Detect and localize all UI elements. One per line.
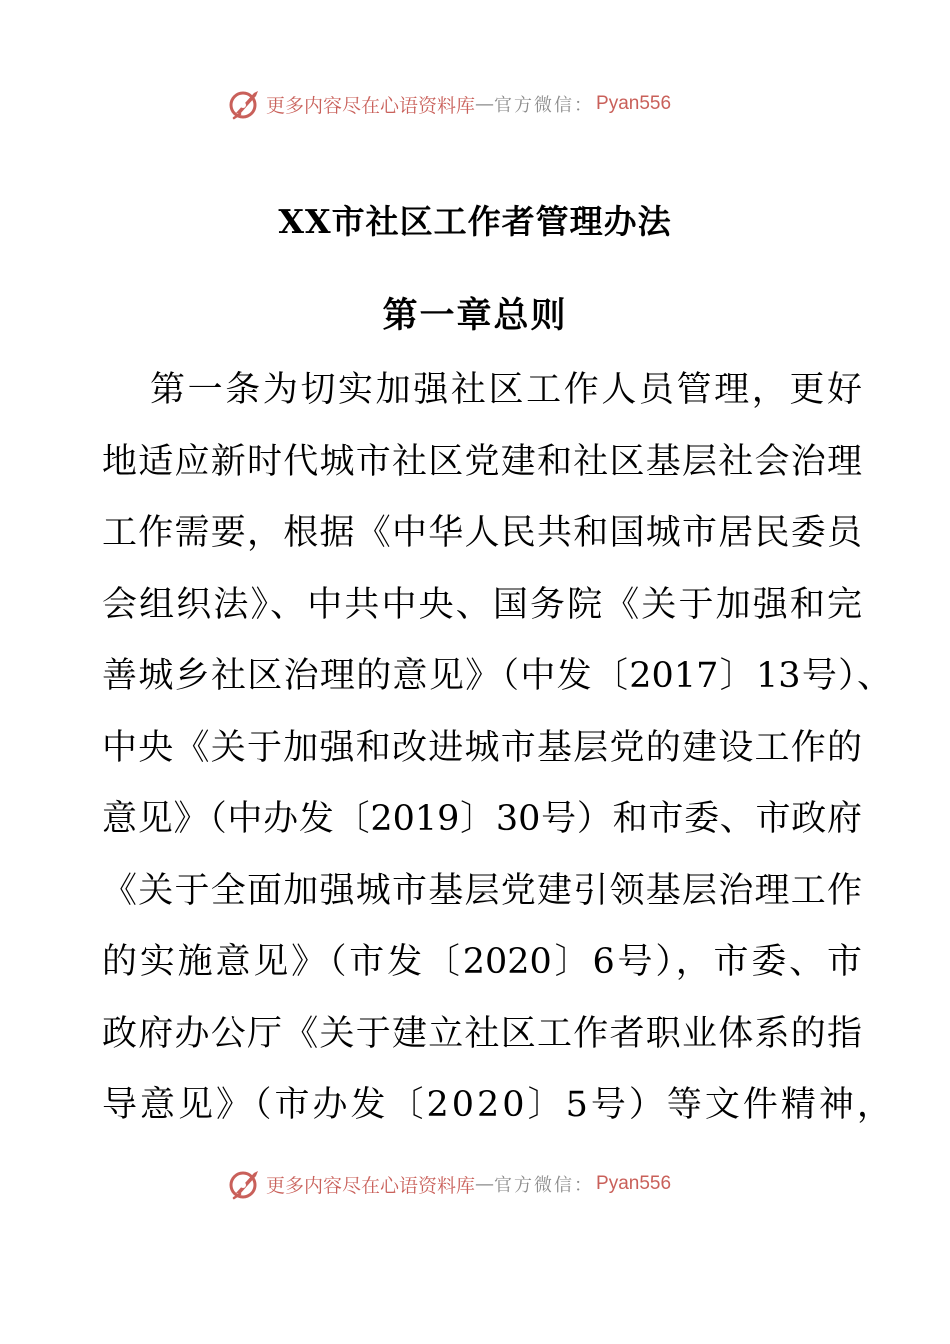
- watermark-wechat-label: 官方微信：: [494, 1175, 595, 1196]
- header-watermark: [228, 86, 671, 122]
- body-line: 工作需要，根据《中华人民共和国城市居民委员: [102, 513, 862, 553]
- body-line: 的实施意见》（市发〔2020〕6号），市委、市: [102, 942, 862, 982]
- watermark-separator: —: [475, 1173, 495, 1195]
- body-line: 《关于全面加强城市基层党建引领基层治理工作: [102, 871, 862, 911]
- footer-watermark: [228, 1166, 671, 1202]
- watermark-wechat-label: 官方微信：: [494, 95, 595, 116]
- body-line: 意见》（中办发〔2019〕30号）和市委、市政府: [102, 799, 862, 839]
- watermark-wechat-id: Pyan556: [596, 93, 672, 114]
- body-line: 第一条为切实加强社区工作人员管理，更好: [150, 370, 862, 410]
- watermark-separator: —: [475, 93, 495, 115]
- body-line: 中央《关于加强和改进城市基层党的建设工作的: [102, 728, 862, 768]
- watermark-brand-text: 更多内容尽在心语资料库: [266, 1174, 476, 1197]
- body-line: 政府办公厅《关于建立社区工作者职业体系的指: [102, 1014, 862, 1054]
- quill-pen-logo-icon: [228, 87, 262, 121]
- quill-pen-logo-icon: [228, 1167, 262, 1201]
- body-line: 导意见》（市办发〔2020〕5号）等文件精神，: [102, 1085, 895, 1125]
- watermark-wechat-id: Pyan556: [596, 1173, 672, 1194]
- body-line: 会组织法》、中共中央、国务院《关于加强和完: [102, 585, 862, 625]
- document-title: XX市社区工作者管理办法: [278, 202, 672, 241]
- body-line: 善城乡社区治理的意见》（中发〔2017〕13号）、: [102, 656, 892, 696]
- watermark-brand-text: 更多内容尽在心语资料库: [266, 94, 476, 117]
- chapter-heading: 第一章总则: [382, 295, 568, 336]
- body-line: 地适应新时代城市社区党建和社区基层社会治理: [102, 442, 862, 482]
